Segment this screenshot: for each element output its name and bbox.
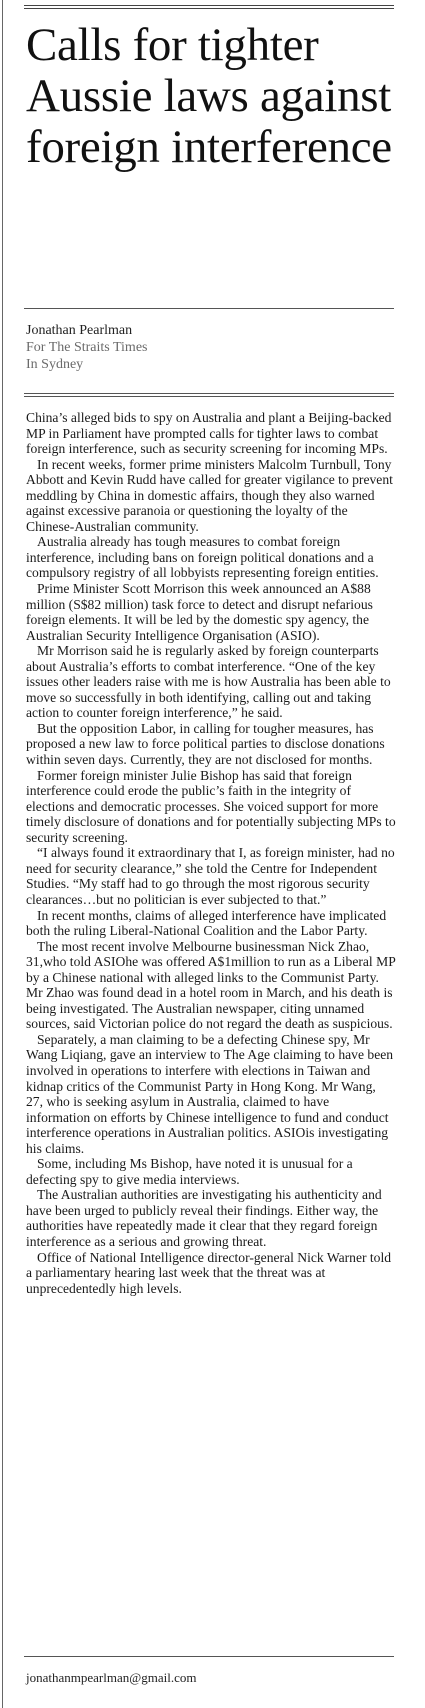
paragraph-10: The most recent involve Melbourne businessman Nick Zhao, 31,who told ASIOhe was offered A$1million to run as a Liberal MP by a Chinese national with alleged links to the Communist Party. Mr Zhao was found dead in a hotel room in March, and his death is being investigated. The Australian newspaper, citing unnamed sources, said Victorian police do not regard the death as suspicious. (26, 938, 396, 1032)
byline-divider-lower (24, 396, 394, 397)
byline-divider-upper (24, 393, 394, 394)
headline: Calls for tighter Aussie laws against foreign interference (26, 19, 392, 173)
paragraph-3: Australia already has tough measures to combat foreign interference, including bans on foreign political donations and a compulsory registry of all lobbyists representing foreign entities. (26, 534, 379, 581)
top-double-rule-lower (24, 8, 394, 9)
contact-email: jonathanmpearlman@gmail.com (26, 1670, 197, 1685)
paragraph-8: “I always found it extraordinary that I, as foreign minister, had no need for security clearance,” she told the Centre for Independent Studies. “My staff had to go through the most rigorous security clearances…but no politician is ever subjected to that.” (26, 845, 395, 907)
paragraph-9: In recent months, claims of alleged interference have implicated both the ruling Liberal-National Coalition and the Labor Party. (26, 907, 387, 939)
byline-dateline: In Sydney (26, 357, 84, 372)
left-margin-rule (2, 0, 3, 1708)
byline (26, 322, 148, 373)
paragraph-7: Former foreign minister Julie Bishop has said that foreign interference could erode the public’s faith in the integrity of elections and democratic processes. She voiced support for more timely disclosure of donations and for potentially subjecting MPs to security screening. (26, 767, 396, 845)
headline-divider (24, 308, 394, 309)
paragraph-6: But the opposition Labor, in calling for tougher measures, has proposed a new law to force political parties to disclose donations within seven days. Currently, they are not disclosed for months. (26, 720, 385, 768)
byline-author: Jonathan Pearlman (26, 323, 133, 338)
paragraph-4: Prime Minister Scott Morrison this week announced an A$88 million (S$82 million) task force to detect and disrupt nefarious foreign elements. It will be led by the domestic spy agency, the Australian Security Intelligence Organisation (ASIO). (26, 581, 373, 643)
paragraph-2: In recent weeks, former prime ministers Malcolm Turnbull, Tony Abbott and Kevin Rudd have called for greater vigilance to prevent meddling by China in domestic affairs, though they also warned against excessive paranoia or questioning the loyalty of the Chinese-Australian community. (26, 456, 393, 534)
footer-divider (24, 1656, 394, 1657)
article-body (26, 410, 396, 1296)
paragraph-12: Some, including Ms Bishop, have noted it is unusual for a defecting spy to give media interviews. (26, 1156, 353, 1187)
top-double-rule-upper (24, 5, 394, 6)
paragraph-1: China’s alleged bids to spy on Australia and plant a Beijing-backed MP in Parliament have prompted calls for tighter laws to combat foreign interference, such as security screening for incoming MPs. (26, 410, 392, 457)
byline-outlet: For The Straits Times (26, 340, 148, 355)
paragraph-11: Separately, a man claiming to be a defecting Chinese spy, Mr Wang Liqiang, gave an interview to The Age claiming to have been involved in operations to interfere with elections in Taiwan and kidnap critics of the Communist Party in Hong Kong. Mr Wang, 27, who is seeking asylum in Australia, claimed to have information on efforts by Chinese intelligence to fund and conduct interference operations in Australian politics. ASIOis investigating his claims. (26, 1031, 394, 1156)
paragraph-5: Mr Morrison said he is regularly asked by foreign counterparts about Australia’s efforts to combat interference. “One of the key issues other leaders raise with me is how Australia has been able to move so successfully in both identifying, calling out and taking action to counter foreign interference,” he said. (26, 643, 391, 721)
paragraph-13: The Australian authorities are investigating his authenticity and have been urged to publicly reveal their findings. Either way, the authorities have repeatedly made it clear that they regard foreign interference as a serious and growing threat. (26, 1187, 382, 1249)
paragraph-14: Office of National Intelligence director-general Nick Warner told a parliamentary hearing last week that the threat was at unprecedentedly high levels. (26, 1249, 392, 1296)
